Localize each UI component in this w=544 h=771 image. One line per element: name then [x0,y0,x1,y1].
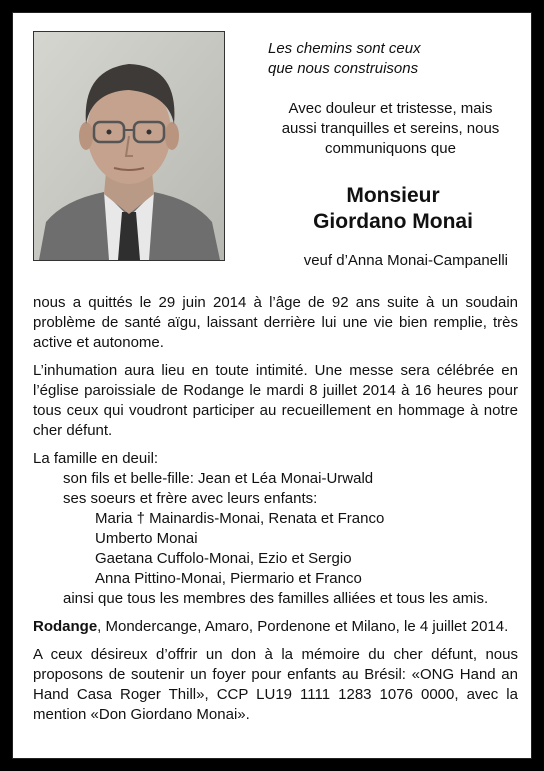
announcement-intro [258,99,523,159]
obituary-notice [12,12,532,759]
intro-line-2: aussi tranquilles et sereins, nous [281,120,500,137]
family-sibling: Umberto Monai [95,530,198,547]
family-others: ainsi que tous les membres des familles alliées et tous les amis. [63,590,489,607]
burial-paragraph: L’inhumation aura lieu en toute intimité. Une messe sera célébrée en l’église paroissiale de Rodange le mardi 8 juillet 2014 à 16 heures pour tous ceux qui voudront participer au recueillement en hommage à notre cher défunt. [33,362,518,439]
intro-line-1: Avec douleur et tristesse, mais [288,100,493,117]
quote-line-2: que nous construisons [268,60,419,77]
death-paragraph: nous a quittés le 29 juin 2014 à l’âge de 92 ans suite à un soudain problème de santé aïgu, laissant derrière lui une vie bien remplie, très active et autonome. [33,294,518,351]
family-siblings-heading: ses soeurs et frère avec leurs enfants: [63,490,318,507]
intro-line-3: communiquons que [325,140,456,157]
portrait-image [34,32,224,260]
quote-line-1: Les chemins sont ceux [268,40,421,57]
family-sibling: Gaetana Cuffolo-Monai, Ezio et Sergio [95,550,352,567]
portrait-photo [33,31,225,261]
epigraph-quote [268,39,518,79]
deceased-title: Monsieur [346,184,440,207]
family-sibling: Maria † Mainardis-Monai, Renata et Franco [95,510,385,527]
donation-paragraph: A ceux désireux d’offrir un don à la mémoire du cher défunt, nous proposons de soutenir un foyer pour enfants au Brésil: «ONG Hand an Hand Casa Roger Thill», CCP LU19 1111 1283 1076 0000, avec la mention «Don Giordano Monai». [33,646,518,723]
family-section [33,449,518,609]
deceased-name: Giordano Monai [313,210,473,233]
notice-body [33,293,518,733]
place-date-rest: , Mondercange, Amaro, Pordenone et Milano, le 4 juillet 2014. [97,618,509,635]
place-town: Rodange [33,618,98,635]
widow-of-line: veuf d’Anna Monai-Campanelli [303,252,508,269]
family-son: son fils et belle-fille: Jean et Léa Monai-Urwald [63,470,374,487]
family-sibling: Anna Pittino-Monai, Piermario et Franco [95,570,362,587]
family-heading: La famille en deuil: [33,450,159,467]
deceased-name-block [268,183,518,235]
place-date-paragraph [33,617,518,637]
